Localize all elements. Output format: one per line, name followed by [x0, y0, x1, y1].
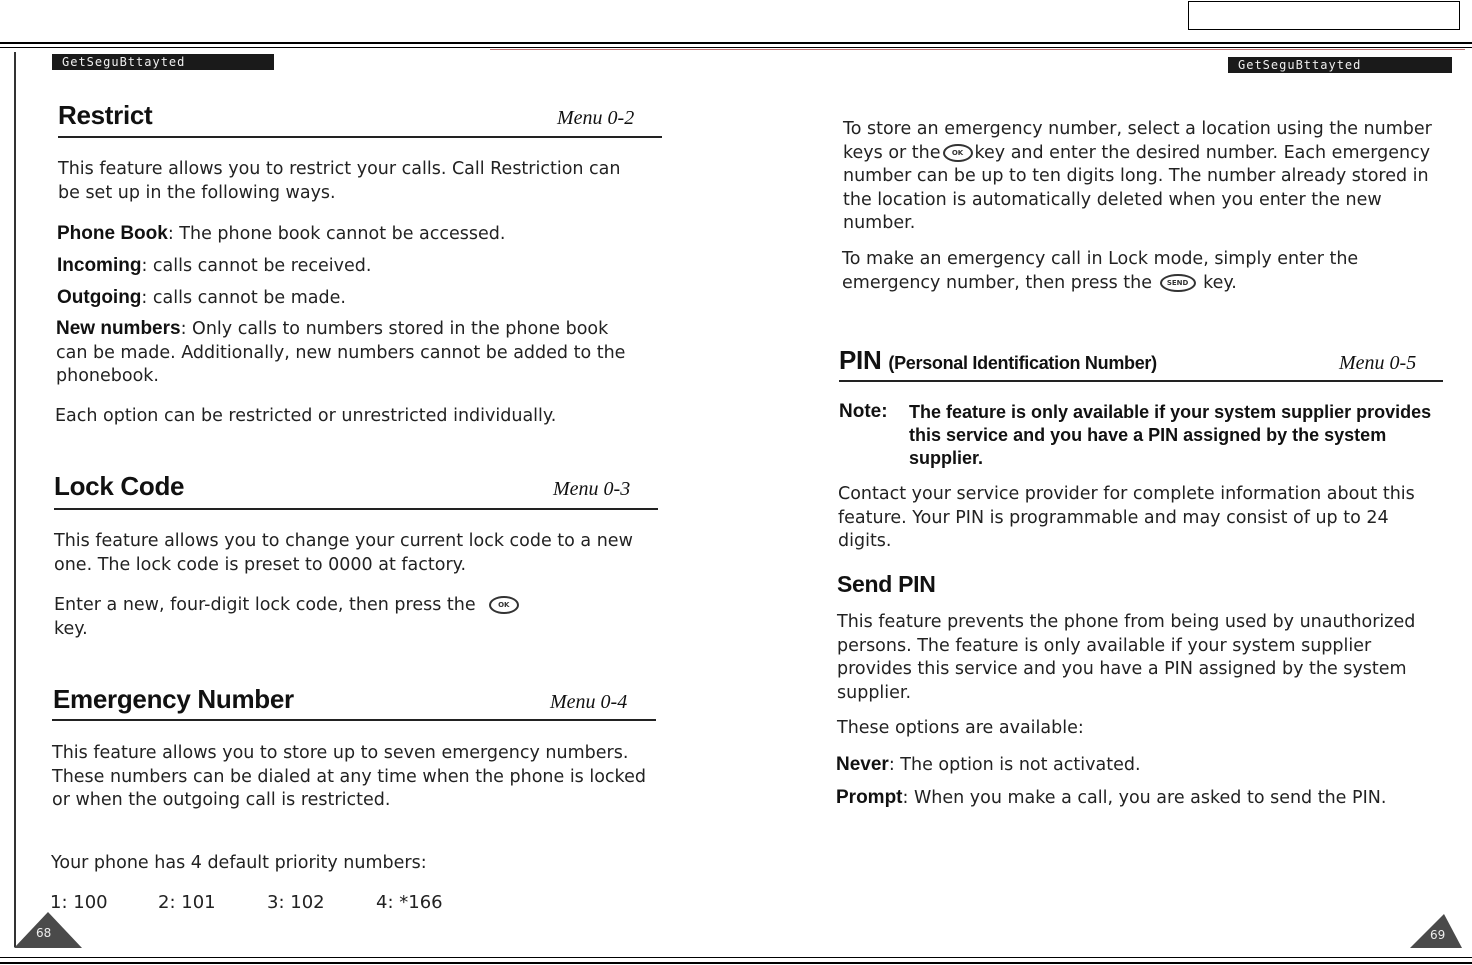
pin-p1: Contact your service provider for complete information about this feature. Your PIN is programmable and may consist of up to 24 digits. [838, 484, 1415, 551]
top-rule-accent [490, 49, 1465, 50]
emergency-menu: Menu 0-4 [550, 691, 628, 713]
sendpin-p1: This feature prevents the phone from being used by unauthorized persons. The feature is only available if your system supplier provides this service and you have a PIN assigned by the system supplier. [837, 612, 1416, 703]
top-rule [0, 42, 1472, 44]
restrict-option-outgoing: Outgoing: calls cannot be made. [57, 287, 346, 308]
default-number-3: 3: 102 [267, 892, 325, 913]
lockcode-menu: Menu 0-3 [553, 478, 631, 500]
page-number-left: 68 [36, 926, 52, 940]
pin-note-text: The feature is only available if your system supplier provides this service and you have a PIN assigned by the system supplier. [909, 402, 1432, 468]
pin-rule [839, 380, 1443, 382]
running-header-left: GetSeguBttayted [52, 54, 274, 70]
page-number-right: 69 [1430, 928, 1446, 942]
default-number-1: 1: 100 [50, 892, 108, 913]
bottom-rule-thin [0, 957, 1472, 958]
send-key-icon: SEND [1160, 274, 1196, 292]
default-number-4: 4: *166 [376, 892, 443, 913]
sendpin-option-never: Never: The option is not activated. [836, 754, 1141, 775]
ok-key-icon: OK [489, 596, 519, 614]
pin-menu: Menu 0-5 [1339, 352, 1417, 374]
lockcode-p1: This feature allows you to change your current lock code to a new one. The lock code is preset to 0000 at factory. [54, 531, 633, 575]
sendpin-p2: These options are available: [837, 718, 1084, 738]
default-numbers [50, 892, 490, 916]
restrict-outro: Each option can be restricted or unrestricted individually. [55, 406, 557, 426]
restrict-option-phonebook: Phone Book: The phone book cannot be accessed. [57, 223, 506, 244]
left-margin-line [14, 52, 16, 947]
emergency-cont-p2: To make an emergency call in Lock mode, simply enter the emergency number, then press the SEND key. [842, 249, 1359, 293]
restrict-intro: This feature allows you to restrict your calls. Call Restriction can be set up in the following ways. [58, 159, 621, 203]
ok-key-icon: OK [943, 144, 973, 162]
restrict-menu: Menu 0-2 [557, 107, 635, 129]
lockcode-rule [54, 508, 658, 510]
emergency-p2: Your phone has 4 default priority numbers: [51, 853, 427, 873]
running-header-right: GetSeguBttayted [1228, 57, 1452, 73]
lockcode-p2: Enter a new, four-digit lock code, then press the OK key. [54, 594, 634, 641]
pin-title: PIN (Personal Identification Number) [839, 345, 1157, 375]
restrict-option-newnumbers: New numbers: Only calls to numbers stored in the phone book can be made. Additionally, new numbers cannot be added to the phonebook. [56, 318, 626, 386]
pin-subtitle: (Personal Identification Number) [888, 353, 1157, 373]
bottom-rule [0, 962, 1472, 964]
emergency-cont-p1: To store an emergency number, select a location using the number keys or the OK key and enter the desired number. Each emergency number can be up to ten digits long. The number already stored in the location is automatically deleted when you enter the new number. [843, 119, 1432, 233]
page-header-box [1188, 1, 1460, 30]
sendpin-option-prompt: Prompt: When you make a call, you are asked to send the PIN. [836, 787, 1387, 808]
default-number-2: 2: 101 [158, 892, 216, 913]
lockcode-title: Lock Code [54, 471, 185, 501]
sendpin-title: Send PIN [837, 571, 936, 597]
top-rule-thin [0, 47, 1472, 48]
emergency-title: Emergency Number [53, 684, 294, 714]
pin-note-label: Note: [839, 401, 888, 422]
restrict-rule [58, 136, 662, 138]
restrict-option-incoming: Incoming: calls cannot be received. [57, 255, 372, 276]
restrict-title: Restrict [58, 100, 153, 130]
emergency-rule [52, 719, 656, 721]
emergency-p1: This feature allows you to store up to seven emergency numbers. These numbers can be dialed at any time when the phone is locked or when the outgoing call is restricted. [52, 743, 646, 810]
